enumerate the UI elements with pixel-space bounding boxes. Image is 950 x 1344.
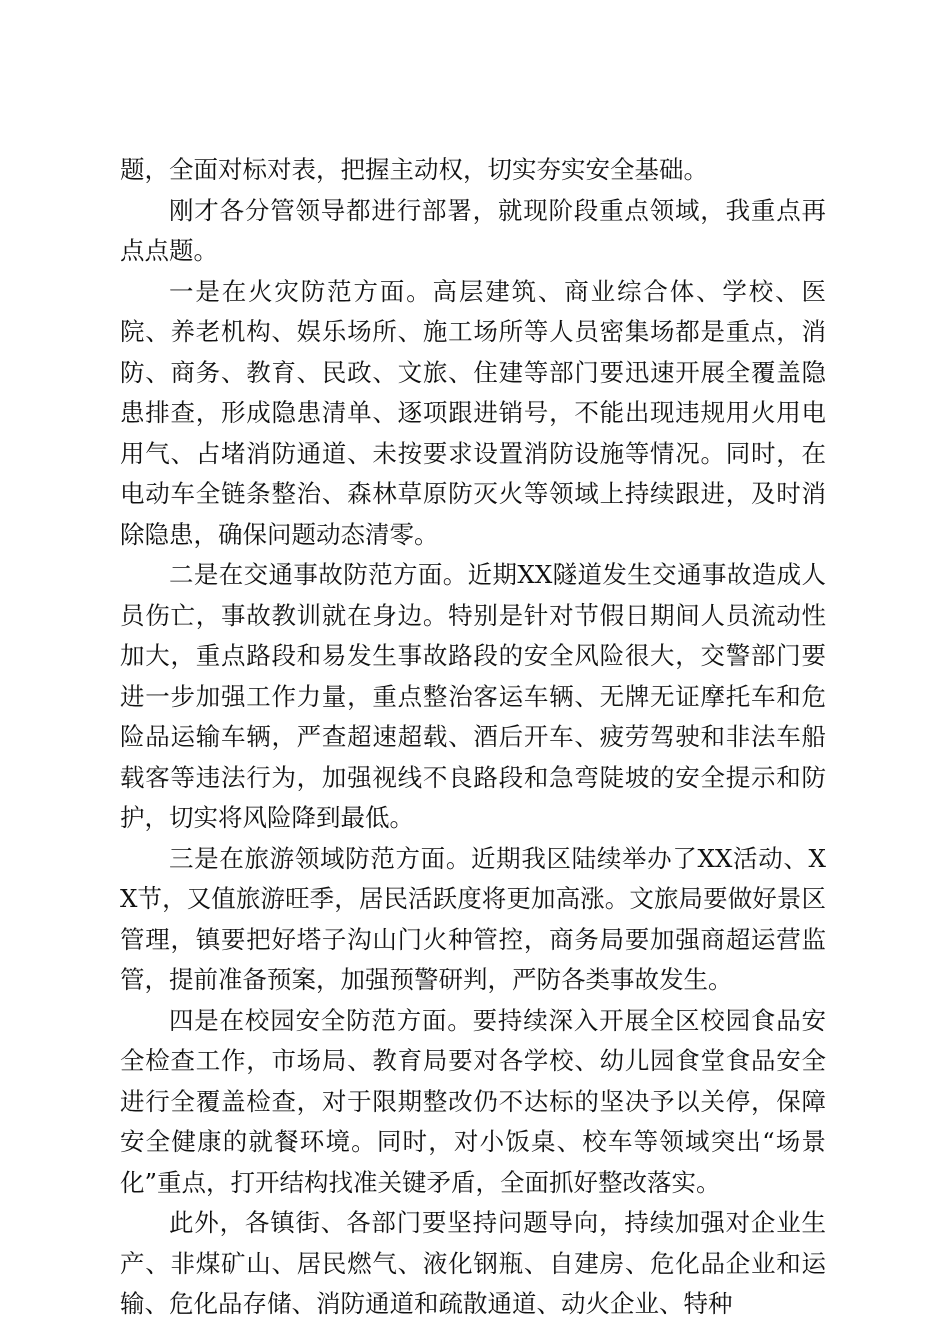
paragraph-intro: 刚才各分管领导都进行部署，就现阶段重点领域，我重点再点点题。 (120, 195, 826, 265)
paragraph-fire-prevention: 一是在火灾防范方面。高层建筑、商业综合体、学校、医院、养老机构、娱乐场所、施工场所等人员密集场都是重点，消防、商务、教育、民政、文旅、住建等部门要迅速开展全覆盖隐患排查，形成隐患清单、逐项跟进销号，不能出现违规用火用电用气、占堵消防通道、未按要求设置消防设施等情况。同时，在电动车全链条整治、森林草原防灭火等领域上持续跟进，及时消除隐患，确保问题动态清零。 (120, 276, 826, 549)
paragraph-additional: 此外，各镇街、各部门要坚持问题导向，持续加强对企业生产、非煤矿山、居民燃气、液化钢瓶、自建房、危化品企业和运输、危化品存储、消防通道和疏散通道、动火企业、特种 (120, 1208, 826, 1318)
paragraph-tourism-safety: 三是在旅游领域防范方面。近期我区陆续举办了XX活动、XX节，又值旅游旺季，居民活跃度将更加高涨。文旅局要做好景区管理，镇要把好塔子沟山门火种管控，商务局要加强商超运营监管，提前准备预案，加强预警研判，严防各类事故发生。 (120, 843, 826, 994)
paragraph-traffic-safety: 二是在交通事故防范方面。近期XX隧道发生交通事故造成人员伤亡，事故教训就在身边。特别是针对节假日期间人员流动性加大，重点路段和易发生事故路段的安全风险很大，交警部门要进一步加强工作力量，重点整治客运车辆、无牌无证摩托车和危险品运输车辆，严查超速超载、酒后开车、疲劳驾驶和非法车船载客等违法行为，加强视线不良路段和急弯陡坡的安全提示和防护，切实将风险降到最低。 (120, 560, 826, 832)
document-body (120, 150, 826, 1325)
paragraph-campus-safety: 四是在校园安全防范方面。要持续深入开展全区校园食品安全检查工作，市场局、教育局要对各学校、幼儿园食堂食品安全进行全覆盖检查，对于限期整改仍不达标的坚决予以关停，保障安全健康的就餐环境。同时，对小饭桌、校车等领域突出“场景化”重点，打开结构找准关键矛盾，全面抓好整改落实。 (120, 1005, 826, 1197)
paragraph-continuation: 题，全面对标对表，把握主动权，切实夯实安全基础。 (120, 155, 708, 184)
